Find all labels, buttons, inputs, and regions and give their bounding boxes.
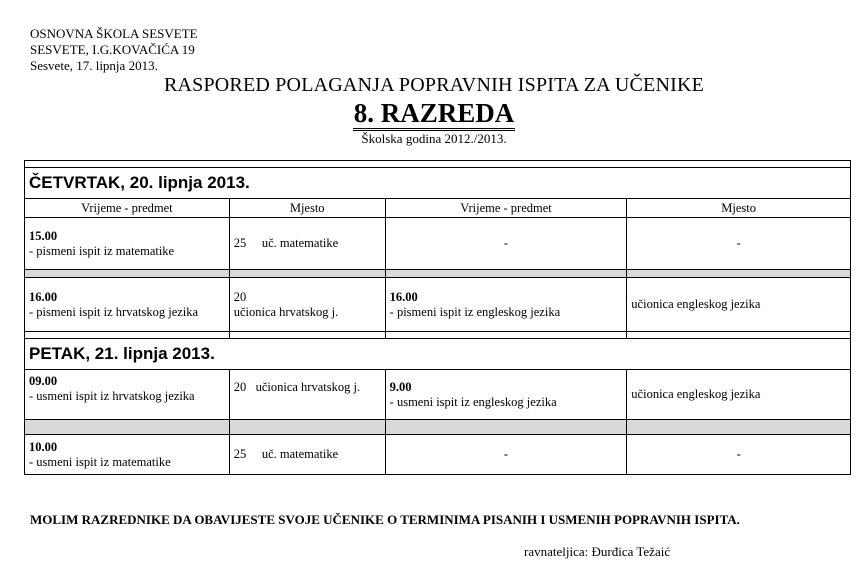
place-cell: učionica engleskog jezika	[627, 278, 851, 332]
column-header: Vrijeme - predmet	[25, 199, 230, 218]
day-row	[25, 339, 851, 370]
exam-time: 09.00	[29, 374, 58, 388]
exam-subject: - usmeni ispit iz engleskog jezika	[389, 394, 557, 409]
table-row	[25, 435, 851, 475]
document-subtitle	[0, 98, 868, 129]
table-row	[25, 218, 851, 270]
exam-subject: - usmeni ispit iz hrvatskog jezika	[29, 389, 195, 403]
document-title: RASPORED POLAGANJA POPRAVNIH ISPITA ZA UČENIKE	[163, 74, 705, 96]
place-cell: 25 uč. matematike	[229, 218, 385, 270]
place-cell: -	[627, 435, 851, 475]
column-header: Mjesto	[627, 199, 851, 218]
school-address: SESVETE, I.G.KOVAČIĆA 19	[30, 42, 195, 57]
exam-subject: - pismeni ispit iz hrvatskog jezika	[29, 304, 199, 319]
column-header-row	[25, 199, 851, 218]
exam-subject: - pismeni ispit iz matematike	[29, 243, 175, 258]
school-header	[30, 26, 198, 74]
place-cell: 25 uč. matematike	[229, 435, 385, 475]
time-subject-cell	[25, 278, 230, 332]
time-subject-cell	[25, 435, 230, 475]
exam-time: 16.00	[389, 289, 418, 304]
day-heading: PETAK, 21. lipnja 2013.	[25, 339, 851, 370]
exam-time: 10.00	[29, 439, 58, 454]
time-subject-cell: -	[385, 435, 627, 475]
school-name: OSNOVNA ŠKOLA SESVETE	[30, 26, 198, 41]
day-row	[25, 168, 851, 199]
room-number: 20	[233, 289, 247, 304]
place-cell	[229, 278, 385, 332]
time-subject-cell	[385, 278, 627, 332]
exam-time: 16.00	[29, 289, 58, 304]
time-subject-cell: -	[385, 218, 627, 270]
table-row	[25, 278, 851, 332]
exam-time: 15.00	[29, 228, 58, 243]
exam-subject: - usmeni ispit iz matematike	[29, 454, 171, 469]
place-cell: 20 učionica hrvatskog j.	[229, 370, 385, 420]
time-subject-cell	[25, 370, 230, 420]
notice-text: MOLIM RAZREDNIKE DA OBAVIJESTE SVOJE UČENIKE O TERMINIMA PISANIH I USMENIH POPRAVNIH ISPITA.	[30, 512, 740, 527]
time-subject-cell	[385, 370, 627, 420]
grade-label: 8. RAZREDA	[353, 98, 516, 131]
day-heading: ČETVRTAK, 20. lipnja 2013.	[25, 168, 851, 199]
room-name: učionica hrvatskog j.	[233, 304, 339, 319]
separator-row	[25, 420, 851, 435]
separator-row	[25, 270, 851, 278]
place-cell: -	[627, 218, 851, 270]
table-spacer-row	[25, 161, 851, 168]
place-cell: učionica engleskog jezika	[627, 370, 851, 420]
separator-row	[25, 332, 851, 339]
exam-subject: - pismeni ispit iz engleskog jezika	[389, 304, 561, 319]
column-header: Vrijeme - predmet	[385, 199, 627, 218]
exam-time: 9.00	[389, 379, 412, 394]
column-header: Mjesto	[229, 199, 385, 218]
table-row	[25, 370, 851, 420]
document-date: Sesvete, 17. lipnja 2013.	[30, 58, 158, 73]
exam-schedule-table	[24, 160, 851, 475]
school-year: Školska godina 2012./2013.	[361, 131, 507, 146]
time-subject-cell	[25, 218, 230, 270]
principal-signature: ravnateljica: Đurđica Težaić	[524, 544, 671, 559]
